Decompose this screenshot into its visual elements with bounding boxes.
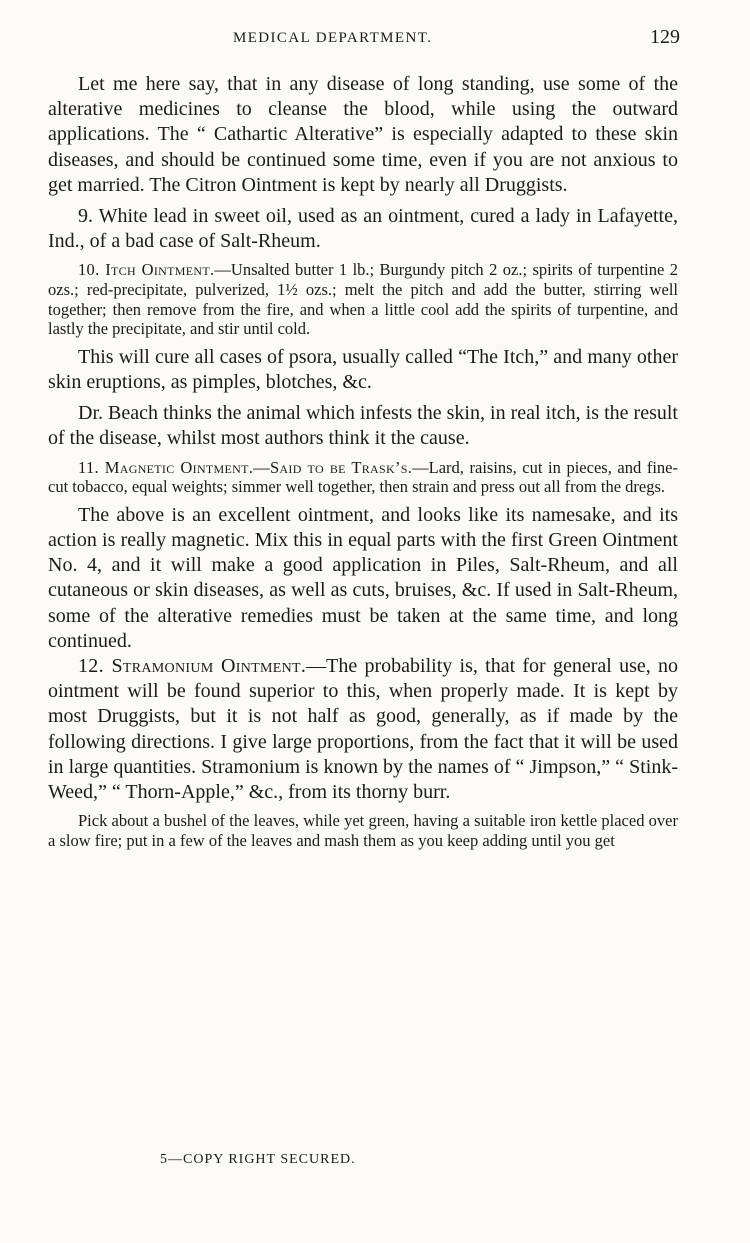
recipe-11-text: —Lard, raisins, cut in pieces, and fine-cut tobacco, equal weights; simmer well together, then strain and press out all from the dregs. xyxy=(48,457,678,497)
paragraph-recipe-9: 9. White lead in sweet oil, used as an ointment, cured a lady in Lafayette, Ind., of a bad case of Salt-Rheum. xyxy=(48,205,678,253)
recipe-11-heading: 11. Magnetic Ointment.—Said to be Trask’s. xyxy=(78,457,413,477)
paragraph-magnetic-note: The above is an excellent ointment, and looks like its namesake, and its action is really magnetic. Mix this in equal parts with the first Green Ointment No. 4, and it will make a good application in Piles, Salt-Rheum, and all cutaneous or skin diseases, as well as cuts, bruises, &c. If used in Salt-Rheum, some of the alterative remedies must be taken at the same time, and long continued. xyxy=(48,503,678,652)
paragraph-recipe-10 xyxy=(48,260,678,338)
paragraph-beach-note: Dr. Beach thinks the animal which infests the skin, in real itch, is the result of the disease, whilst most authors think it the cause. xyxy=(48,402,678,450)
recipe-10-text: —Unsalted butter 1 lb.; Burgundy pitch 2 oz.; spirits of turpentine 2 ozs.; red-precipitate, pulverized, 1½ ozs.; melt the pitch and add the butter, stirring well together; then remove from the fire, and when a little cool add the spirits of turpentine, and lastly the precipitate, and stir until cold. xyxy=(48,260,678,339)
paragraph-directions: Pick about a bushel of the leaves, while yet green, having a suitable iron kettle placed over a slow fire; put in a few of the leaves and mash them as you keep adding until you get xyxy=(48,811,678,850)
paragraph-recipe-12 xyxy=(48,654,678,805)
signature-footer: 5—COPY RIGHT SECURED. xyxy=(160,1152,356,1167)
recipe-12-heading: 12. Stramonium Ointment. xyxy=(78,655,307,678)
recipe-12-text: —The probability is, that for general use, no ointment will be found superior to this, when properly made. It is kept by most Druggists, but it is not half as good, generally, as if made by the following directions. I give large proportions, from the fact that it will be used in large quantities. Stramonium is known by the names of “ Jimpson,” “ Stink-Weed,” “ Thorn-Apple,” &c., from its thorny burr. xyxy=(48,655,678,804)
body-text xyxy=(48,72,678,856)
recipe-10-heading: 10. Itch Ointment. xyxy=(78,260,215,280)
paragraph-intro: Let me here say, that in any disease of long standing, use some of the alterative medicines to cleanse the blood, while using the outward applications. The “ Cathartic Alterative” is especially adapted to these skin diseases, and should be continued some time, even if you are not anxious to get married. The Citron Ointment is kept by nearly all Druggists. xyxy=(48,73,678,196)
running-header xyxy=(48,28,680,52)
paragraph-itch-note: This will cure all cases of psora, usually called “The Itch,” and many other skin eruptions, as pimples, blotches, &c. xyxy=(48,345,678,393)
page-number: 129 xyxy=(650,26,680,48)
paragraph-recipe-11 xyxy=(48,458,678,497)
running-title: MEDICAL DEPARTMENT. xyxy=(233,30,433,46)
